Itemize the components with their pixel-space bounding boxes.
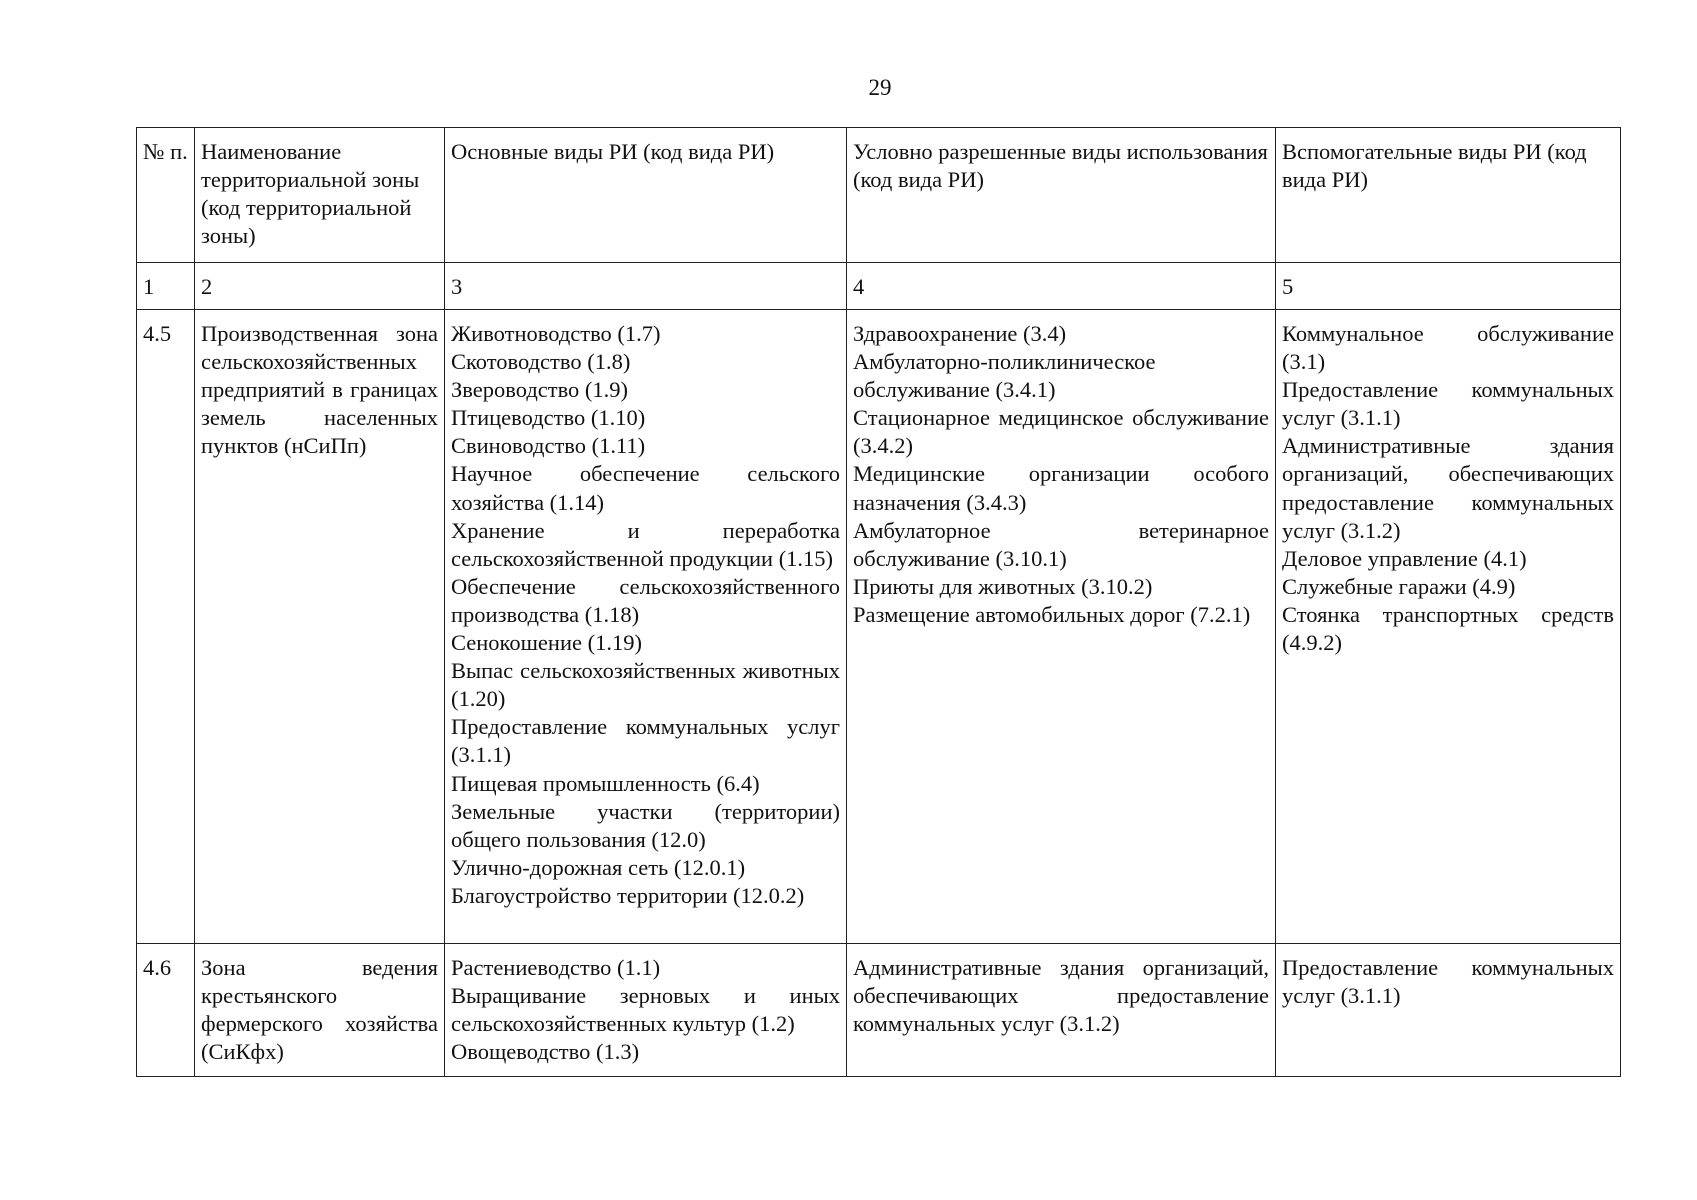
row-number: 4.5 (137, 310, 195, 944)
main-use-item: Скотоводство (1.8) (451, 349, 631, 375)
main-use-item: Хранение и переработка сельскохозяйственной продукции (1.15) (451, 517, 840, 571)
conditional-use-item: Административные здания организаций, обеспечивающих предоставление коммунальных услуг (3.1.2) (853, 955, 1269, 1037)
conditional-use-item: Амбулаторно-поликлиническое обслуживание (3.4.1) (853, 349, 1156, 403)
table-row (137, 944, 1621, 1077)
auxiliary-use-item: Административные здания организаций, обеспечивающих предоставление коммунальных услуг (3.1.2) (1282, 433, 1614, 543)
main-use-item: Звероводство (1.9) (451, 377, 629, 403)
main-use-item: Обеспечение сельскохозяйственного производства (1.18) (451, 573, 840, 627)
main-use-item: Пищевая промышленность (6.4) (451, 770, 760, 796)
column-index: 4 (847, 263, 1276, 310)
header-row (137, 128, 1621, 263)
main-use-item: Научное обеспечение сельского хозяйства (1.14) (451, 461, 840, 515)
column-index: 2 (195, 263, 445, 310)
auxiliary-uses-cell (1276, 310, 1621, 944)
conditional-use-item: Приюты для животных (3.10.2) (853, 573, 1153, 599)
column-index-row (137, 263, 1621, 310)
main-use-item: Земельные участки (территории) общего пользования (12.0) (451, 798, 840, 852)
auxiliary-use-item: Предоставление коммунальных услуг (3.1.1) (1282, 377, 1614, 431)
page-number: 29 (868, 75, 892, 100)
main-use-item: Благоустройство территории (12.0.2) (451, 882, 805, 908)
auxiliary-use-item: Предоставление коммунальных услуг (3.1.1) (1282, 955, 1614, 1009)
main-use-item: Улично-дорожная сеть (12.0.1) (451, 854, 746, 880)
main-use-item: Сенокошение (1.19) (451, 630, 642, 656)
main-use-item: Выращивание зерновых и иных сельскохозяйственных культур (1.2) (451, 983, 840, 1037)
conditional-uses-cell (847, 944, 1276, 1077)
main-use-item: Птицеводство (1.10) (451, 405, 646, 431)
main-uses-cell (445, 944, 847, 1077)
zone-name: Производственная зона сельскохозяйственных предприятий в границах земель населенных пунктов (нСиПп) (195, 310, 445, 944)
conditional-use-item: Размещение автомобильных дорог (7.2.1) (853, 601, 1251, 627)
main-use-item: Предоставление коммунальных услуг (3.1.1) (451, 714, 840, 768)
auxiliary-use-item: Служебные гаражи (4.9) (1282, 573, 1516, 599)
main-use-item: Животноводство (1.7) (451, 321, 661, 346)
header-main-uses: Основные виды РИ (код вида РИ) (445, 128, 847, 263)
auxiliary-use-item: Стоянка транспортных средств (4.9.2) (1282, 601, 1614, 656)
conditional-uses-cell (847, 310, 1276, 944)
conditional-use-item: Медицинские организации особого назначения (3.4.3) (853, 461, 1269, 515)
conditional-use-item: Стационарное медицинское обслуживание (3.4.2) (853, 405, 1269, 459)
auxiliary-use-item: Коммунальное обслуживание (3.1) (1282, 321, 1614, 375)
zones-table (136, 127, 1621, 1077)
row-number: 4.6 (137, 944, 195, 1077)
main-use-item: Выпас сельскохозяйственных животных (1.20) (451, 658, 840, 712)
zone-name: Зона ведения крестьянского фермерского хозяйства (СиКфх) (195, 944, 445, 1077)
column-index: 1 (137, 263, 195, 310)
main-use-item: Овощеводство (1.3) (451, 1039, 640, 1065)
header-auxiliary-uses: Вспомогательные виды РИ (код вида РИ) (1276, 128, 1621, 263)
header-number: № п. (137, 128, 195, 263)
conditional-use-item: Амбулаторное ветеринарное обслуживание (3.10.1) (853, 517, 1269, 571)
main-uses-cell (445, 310, 847, 944)
main-use-item: Свиноводство (1.11) (451, 433, 646, 459)
table-row (137, 310, 1621, 944)
conditional-use-item: Здравоохранение (3.4) (853, 321, 1067, 346)
auxiliary-uses-cell (1276, 944, 1621, 1077)
auxiliary-use-item: Деловое управление (4.1) (1282, 545, 1527, 571)
header-zone-name: Наименование территориальной зоны (код территориальной зоны) (195, 128, 445, 263)
column-index: 5 (1276, 263, 1621, 310)
main-use-item: Растениеводство (1.1) (451, 955, 661, 980)
column-index: 3 (445, 263, 847, 310)
header-conditional-uses: Условно разрешенные виды использования (код вида РИ) (847, 128, 1276, 263)
